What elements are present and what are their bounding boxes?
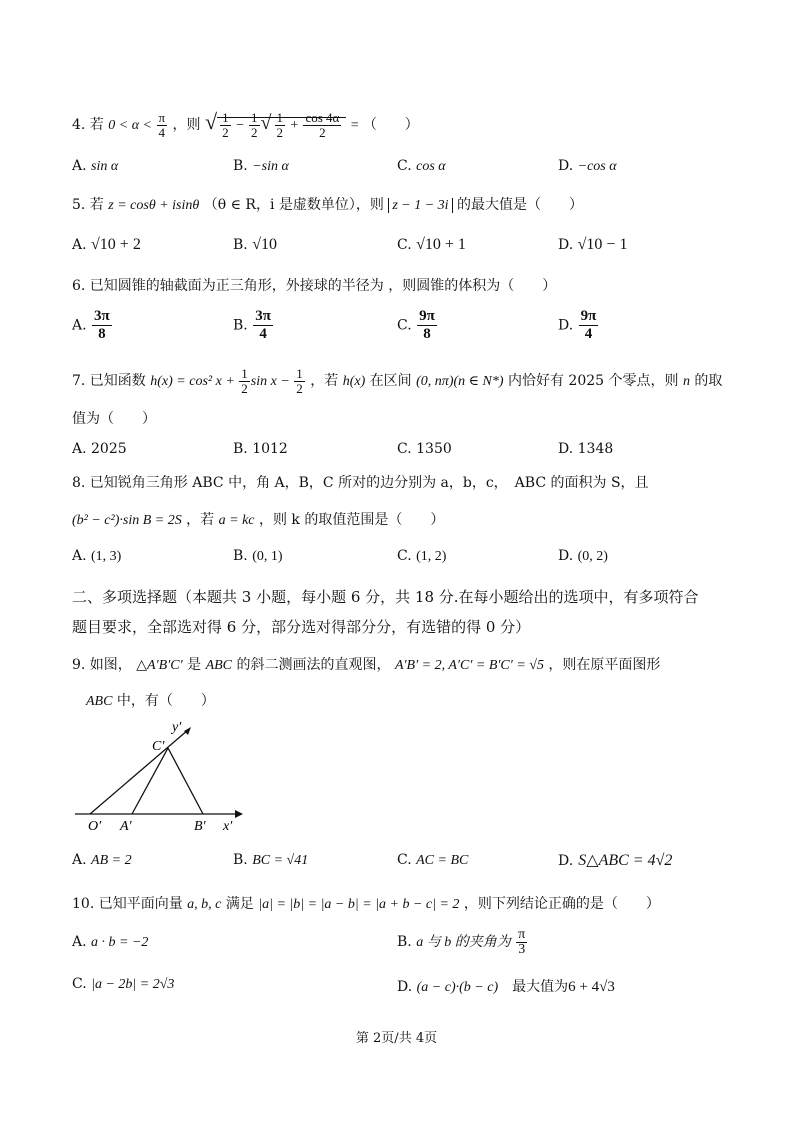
option-fraction: $\frac{3\pi}{4}$: [255, 308, 271, 342]
question-7-stem: [72, 366, 722, 397]
q5-mid: （θ ∈ R，i 是虚数单位），则: [203, 197, 384, 213]
q5-z: z = cosθ + isinθ: [108, 198, 200, 213]
q9-triangle: △A′B′C′: [136, 658, 183, 673]
option-expr: (a − c)·(b − c): [416, 980, 499, 995]
segment-b-c: [168, 748, 203, 814]
section-2-line2: 题目要求，全部选对得 6 分，部分选对得部分分，有选错的得 0 分）: [72, 618, 531, 636]
option-text: 1350: [416, 441, 452, 457]
q4-mid: ，则: [172, 117, 201, 133]
question-10-stem: [72, 893, 660, 913]
q9-mid1: 是: [187, 657, 202, 673]
q8-option-c[interactable]: [397, 548, 446, 565]
q7-interval: (0, nπ)(n ∈ N*): [416, 374, 504, 389]
option-letter: D.: [558, 237, 574, 253]
option-text: 1348: [577, 441, 614, 457]
option-text: (0, 2): [577, 549, 608, 564]
q8-option-b[interactable]: [233, 548, 283, 565]
q5-option-a[interactable]: [72, 236, 141, 254]
y-axis-arrow: [184, 727, 191, 735]
option-letter: B.: [233, 158, 248, 174]
option-text: √10 − 1: [577, 236, 628, 253]
q4-option-d[interactable]: [558, 158, 617, 175]
q7-option-b[interactable]: [233, 441, 288, 457]
q4-option-c[interactable]: [397, 158, 446, 175]
q9-abc: ABC: [205, 658, 233, 673]
option-letter: A.: [72, 237, 87, 253]
option-text: √10: [252, 236, 277, 253]
option-text: AB = 2: [91, 853, 132, 868]
q9-option-c[interactable]: [397, 852, 468, 869]
label-x: x′: [223, 819, 233, 834]
option-letter: A.: [72, 934, 87, 950]
q10-option-d[interactable]: [397, 976, 615, 996]
option-letter: C.: [397, 441, 412, 457]
option-text: 1012: [252, 441, 288, 457]
label-c: C′: [152, 739, 165, 754]
x-axis-arrow: [235, 810, 243, 818]
label-b: B′: [194, 819, 206, 834]
option-text: √10 + 2: [91, 236, 141, 253]
q6-option-a[interactable]: [72, 308, 113, 343]
option-text: BC = √41: [252, 853, 309, 868]
label-o: O′: [88, 819, 102, 834]
option-text: |a − 2b| = 2√3: [91, 977, 175, 992]
q9-mid2: 的斜二测画法的直观图，: [236, 657, 391, 673]
q7-n: n: [682, 374, 690, 389]
option-letter: B.: [233, 237, 248, 253]
option-fraction: $\frac{3\pi}{8}$: [94, 308, 110, 342]
question-7-line2: 值为（ ）: [72, 411, 156, 427]
q10-option-a[interactable]: [72, 934, 148, 951]
option-letter: C.: [397, 237, 412, 253]
option-letter: B.: [233, 317, 248, 334]
option-letter: C.: [397, 317, 412, 334]
option-value: 6 + 4√3: [568, 979, 615, 995]
option-letter: A.: [72, 548, 87, 564]
option-letter: D.: [558, 158, 574, 174]
segment-a-c: [132, 748, 168, 814]
page-footer: 第 2页/共 4页: [355, 1031, 438, 1046]
option-text: (0, 1): [252, 549, 283, 564]
option-text: (1, 3): [91, 549, 122, 564]
option-text: sin α: [91, 159, 119, 174]
q7-option-c[interactable]: [397, 441, 452, 457]
q5-abs: z − 1 − 3i: [388, 198, 452, 213]
q4-option-a[interactable]: [72, 158, 118, 175]
question-6-stem: 6. 已知圆锥的轴截面为正三角形，外接球的半径为 ，则圆锥的体积为（ ）: [72, 278, 557, 294]
option-letter: A.: [72, 852, 87, 868]
q4-option-b[interactable]: [233, 158, 289, 175]
q8-option-d[interactable]: [558, 548, 608, 565]
q5-option-b[interactable]: [233, 236, 277, 254]
question-9-line1: [72, 654, 660, 674]
q8-expr: (b² − c²)·sin B = 2S: [72, 513, 182, 528]
q9-rest: 中，有（ ）: [116, 693, 215, 709]
q7-end: 的取: [694, 373, 723, 389]
option-text: S△ABC = 4√2: [578, 852, 673, 869]
option-text: −cos α: [577, 159, 617, 174]
option-text: √10 + 1: [416, 236, 466, 253]
q7-mid1: ，若: [310, 373, 339, 389]
option-letter: C.: [397, 548, 412, 564]
q7-option-d[interactable]: [558, 441, 613, 457]
q10-prefix: 10. 已知平面向量: [72, 896, 183, 912]
option-text: 最大值为: [512, 979, 569, 995]
q7-mid2: 在区间: [369, 373, 412, 389]
option-letter: A.: [72, 317, 87, 334]
question-8-line1: 8. 已知锐角三角形 ABC 中，角 A，B，C 所对的边分别为 a，b，c， ABC 的面积为 S，且: [72, 475, 649, 491]
question-9-line2: [86, 690, 215, 710]
option-letter: D.: [397, 979, 413, 995]
option-text: −sin α: [252, 159, 289, 174]
option-letter: C.: [397, 158, 412, 174]
section-2-heading: [72, 582, 722, 642]
q7-function: h(x) = cos² x + $\frac{1}{2}$ sin x − $\frac{1}{2}$: [150, 366, 303, 397]
q5-option-c[interactable]: [397, 236, 466, 254]
q9-option-d[interactable]: [558, 850, 672, 870]
q8-cond: a = kc: [218, 513, 255, 528]
option-text: AC = BC: [416, 853, 469, 868]
q4-expression: √ $\frac{1}{2}$ − $\frac{1}{2}$ √ $\frac{1}{2}$ + $\frac{\cos 4\alpha}{2}$ =: [205, 109, 363, 141]
option-letter: B.: [233, 548, 248, 564]
q10-vectors: a, b, c: [187, 897, 222, 912]
option-text: cos α: [416, 159, 446, 174]
q8-option-a[interactable]: [72, 548, 121, 565]
q5-option-d[interactable]: [558, 236, 627, 254]
q9-abc2: ABC: [86, 694, 113, 709]
q5-prefix: 5. 若: [72, 197, 104, 213]
q7-prefix: 7. 已知函数: [72, 373, 146, 389]
q9-figure: [70, 718, 250, 838]
q8-mid: ，若: [186, 512, 215, 528]
option-letter: B.: [233, 441, 248, 457]
option-letter: B.: [233, 852, 248, 868]
option-letter: C.: [72, 976, 87, 992]
q4-condition: 0 < α < $\frac{\pi}{4}$: [108, 110, 166, 141]
q4-prefix: 4. 若: [72, 117, 104, 133]
q10-option-c[interactable]: [72, 976, 174, 993]
option-letter: D.: [558, 853, 574, 869]
label-y: y′: [172, 720, 182, 735]
option-fraction: $\frac{9\pi}{8}$: [419, 308, 435, 342]
option-letter: B.: [397, 934, 412, 950]
q10-option-b[interactable]: [397, 927, 528, 958]
q7-hx: h(x): [342, 374, 366, 389]
q6-option-d[interactable]: [558, 308, 599, 343]
q9-option-a[interactable]: [72, 852, 132, 869]
label-a: A′: [120, 819, 132, 834]
q10-end: ，则下列结论正确的是（ ）: [463, 896, 660, 912]
q4-paren: （ ）: [362, 117, 419, 133]
option-text: 2025: [91, 441, 127, 457]
question-4-stem: [72, 104, 419, 144]
q9-option-b[interactable]: [233, 852, 308, 869]
q6-option-c[interactable]: [397, 308, 438, 343]
question-5-stem: [72, 194, 583, 214]
option-fraction: $\frac{9\pi}{4}$: [580, 308, 597, 342]
q7-mid3: 内恰好有 2025 个零点，则: [507, 373, 679, 389]
q7-option-a[interactable]: [72, 441, 127, 457]
q10-condition: |a| = |b| = |a − b| = |a + b − c| = 2: [258, 897, 460, 912]
q10-mid: 满足: [225, 896, 254, 912]
option-text: (1, 2): [416, 549, 447, 564]
option-text: a · b = −2: [91, 935, 149, 950]
q9-cond: A′B′ = 2, A′C′ = B′C′ = √5: [394, 658, 544, 673]
q6-option-b[interactable]: [233, 308, 274, 343]
q9-prefix: 9. 如图，: [72, 657, 132, 673]
q8-end: ，则 k 的取值范围是（ ）: [258, 512, 445, 528]
option-letter: D.: [558, 317, 574, 334]
option-fraction: $\frac{\pi}{3}$: [518, 926, 526, 957]
q5-end: 的最大值是（ ）: [457, 197, 584, 213]
q9-end: ，则在原平面图形: [548, 657, 661, 673]
section-2-line1: 二、多项选择题（本题共 3 小题，每小题 6 分，共 18 分.在每小题给出的选项中，有多项符合: [72, 588, 699, 606]
option-letter: A.: [72, 158, 87, 174]
option-letter: D.: [558, 548, 574, 564]
option-text: a 与 b 的夹角为: [416, 935, 511, 950]
question-8-line2: [72, 509, 444, 529]
option-letter: A.: [72, 441, 87, 457]
option-letter: D.: [558, 441, 574, 457]
option-letter: C.: [397, 852, 412, 868]
